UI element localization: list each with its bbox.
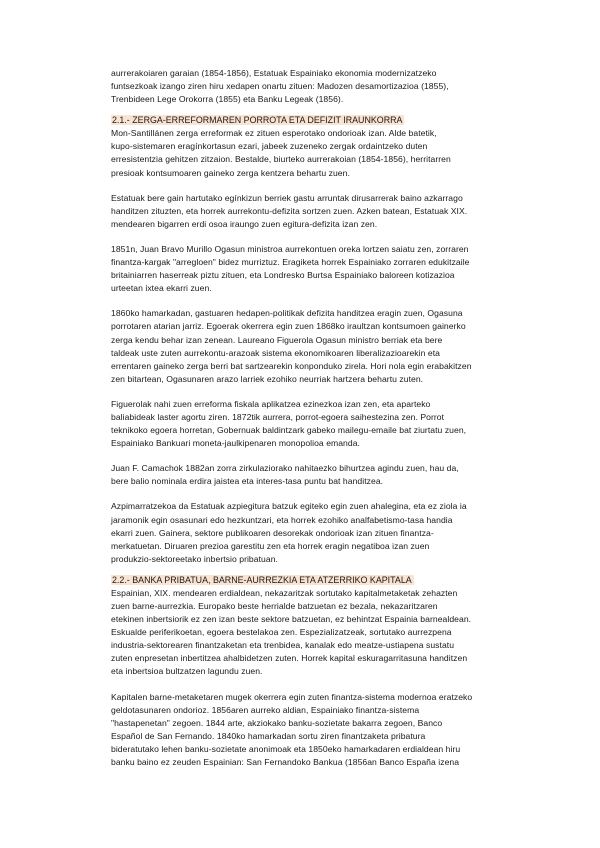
text-line: aurrerakoiaren garaian (1854-1856), Estatuak Espainiako ekonomia modernizatzeko: [111, 68, 437, 78]
paragraph: Kapitalen barne-metaketaren mugek okerrera egin zuten finantza-sistema modernoa eratzeko geldotasunaren ondorioz. 1856aren aurreko aldian, Espainiako finantza-sistema "hastapenetan" zegoen. 1844 arte, akziokako banku-sozietate bakarra zegoen, Banco Español de San Fernando. 1840ko hamarkadan sortu ziren finantzaketa pribatura bideratutako lehen banku-sozietate anonimoak eta 1850eko hamarkadaren erdialdean hiru banku baino ez zeuden Espainian: San Fernandoko Bankua (1856an Banco España izena: [111, 691, 473, 768]
intro-paragraph: [111, 67, 516, 106]
text-line: Trenbideen Lege Orokorra (1855) eta Banku Legeak (1856).: [111, 94, 344, 105]
section-heading-2-1: 2.1.- ZERGA-ERREFORMAREN PORROTA ETA DEFIZIT IRAUNKORRA: [112, 115, 403, 126]
page-body: [111, 67, 516, 769]
paragraph: Figuerolak nahi zuen erreforma fiskala aplikatzea ezinezkoa izan zen, eta aparteko baliabideak laster agortu ziren. 1872tik aurrera, porrot-egoera saihestezina zen. Porrot teknikoko egoera horretan, Gobernuak baldintzark gabeko mailegu-emaile bat ziurtatu zuen, Espainiako Bankuari moneta-jaulkipenaren monopolioa emanda.: [111, 398, 467, 449]
paragraph: 1851n, Juan Bravo Murillo Ogasun ministroa aurrekontuen oreka lortzen saiatu zen, zorraren finantza-kargak "arregloen" bidez murriztuz. Eragiketa horrek Espainiako zorraren edukitzaile britainiarren haserreak piztu zituen, eta Londresko Burtsa Espainiako baloreen kotizazioa urteetan ixtea ekarri zuen.: [111, 243, 470, 294]
paragraph: 1860ko hamarkadan, gastuaren hedapen-politikak defizita handitzea eragin zuen, Ogasuna porrotaren atarian jarriz. Egoerak okerrera egin zuen 1868ko iraultzan kontsumoen gainerko zerga kendu behar izan zenean. Laureano Figuerola Ogasun ministro berriak eta bere taldeak uste zuten aurrekontu-arazoak sistema ekonomikoaren liberalizazioarekin eta errentaren gaineko zerga berri bat sartzearekin konponduko zirela. Hori nola egin erabakitzen zen bitartean, Ogasunaren arazo larriek ezohiko neurriak hartzera behartu zuten.: [111, 308, 472, 384]
paragraph: Azpimarratzekoa da Estatuak azpiegitura batzuk egiteko egin zuen ahalegina, eta ez ziola ia jaramonik egin osasunari edo hezkuntzari, eta horrek ezohiko analfabetismo-tasa handia ekarri zuen. Gainera, sektore publikoaren desorekak ondorioak izan zituen finantza- merkatuetan. Diruaren prezioa garestitu zen eta horrek eragin negatiboa izan zuen produkzio-sektoreetako inbertsio pribatuan.: [111, 501, 467, 564]
section-heading-2-2: 2.2.- BANKA PRIBATUA, BARNE-AURREZKIA ETA ATZERRIKO KAPITALA: [112, 574, 412, 585]
paragraph: Estatuak bere gain hartutako egínkizun berriek gastu arruntak dirusarrerak baino azkarrago handitzen zituzten, eta horrek aurrekontu-defizita sortzen zuen. Azken batean, Estatuak XIX. mendearen bigarren erdi osoa iraungo zuen egitura-defizita izan zen.: [111, 192, 468, 229]
paragraph: Espainian, XIX. mendearen erdialdean, nekazaritzak sortutako kapitalmetaketak zehazten zuen barne-aurrezkia. Europako beste herrialde batzuetan ez bezala, nekazaritzaren etekinen inbertsiorik ez zen izan beste sektore batzuetan, ez behintzat Espainia barnealdean. Eskualde periferikoetan, egoera bestelakoa zen. Espezializatzeak, sortutako aurrezpena industria-sektorearen finantzaketan eta trenbidea, kanalak edo meatze-ustiapena sustatu zuten enpresetan inbertitzea ahalbidetzen zuten. Horrek kapital eskuragarritasuna handitzen eta inbertsioa bultzatzen lagundu zuen.: [111, 587, 472, 677]
text-line: funtsezkoak izango ziren hiru xedapen onartu zituen: Madozen desamortizazioa (1855),: [111, 81, 449, 92]
paragraph: Juan F. Camachok 1882an zorra zirkulaziorako nahitaezko bihurtzea agindu zuen, hau da, bere balio nominala erdira jaistea eta interes-tasa puntu bat handitzea.: [111, 463, 459, 487]
paragraph: Mon-Santillánen zerga erreformak ez zituen esperotako ondorioak izan. Alde batetik, kupo-sistemaren eragínkortasun ezari, jabeek zuzeneko zergak ordaintzeko duten erresistentzia gehitzen zitzaion. Bestalde, biurteko aurrerakoian (1854-1856), herritarren presioak kontsumoaren gaineko zerga kentzera behartu zuen.: [111, 128, 451, 178]
